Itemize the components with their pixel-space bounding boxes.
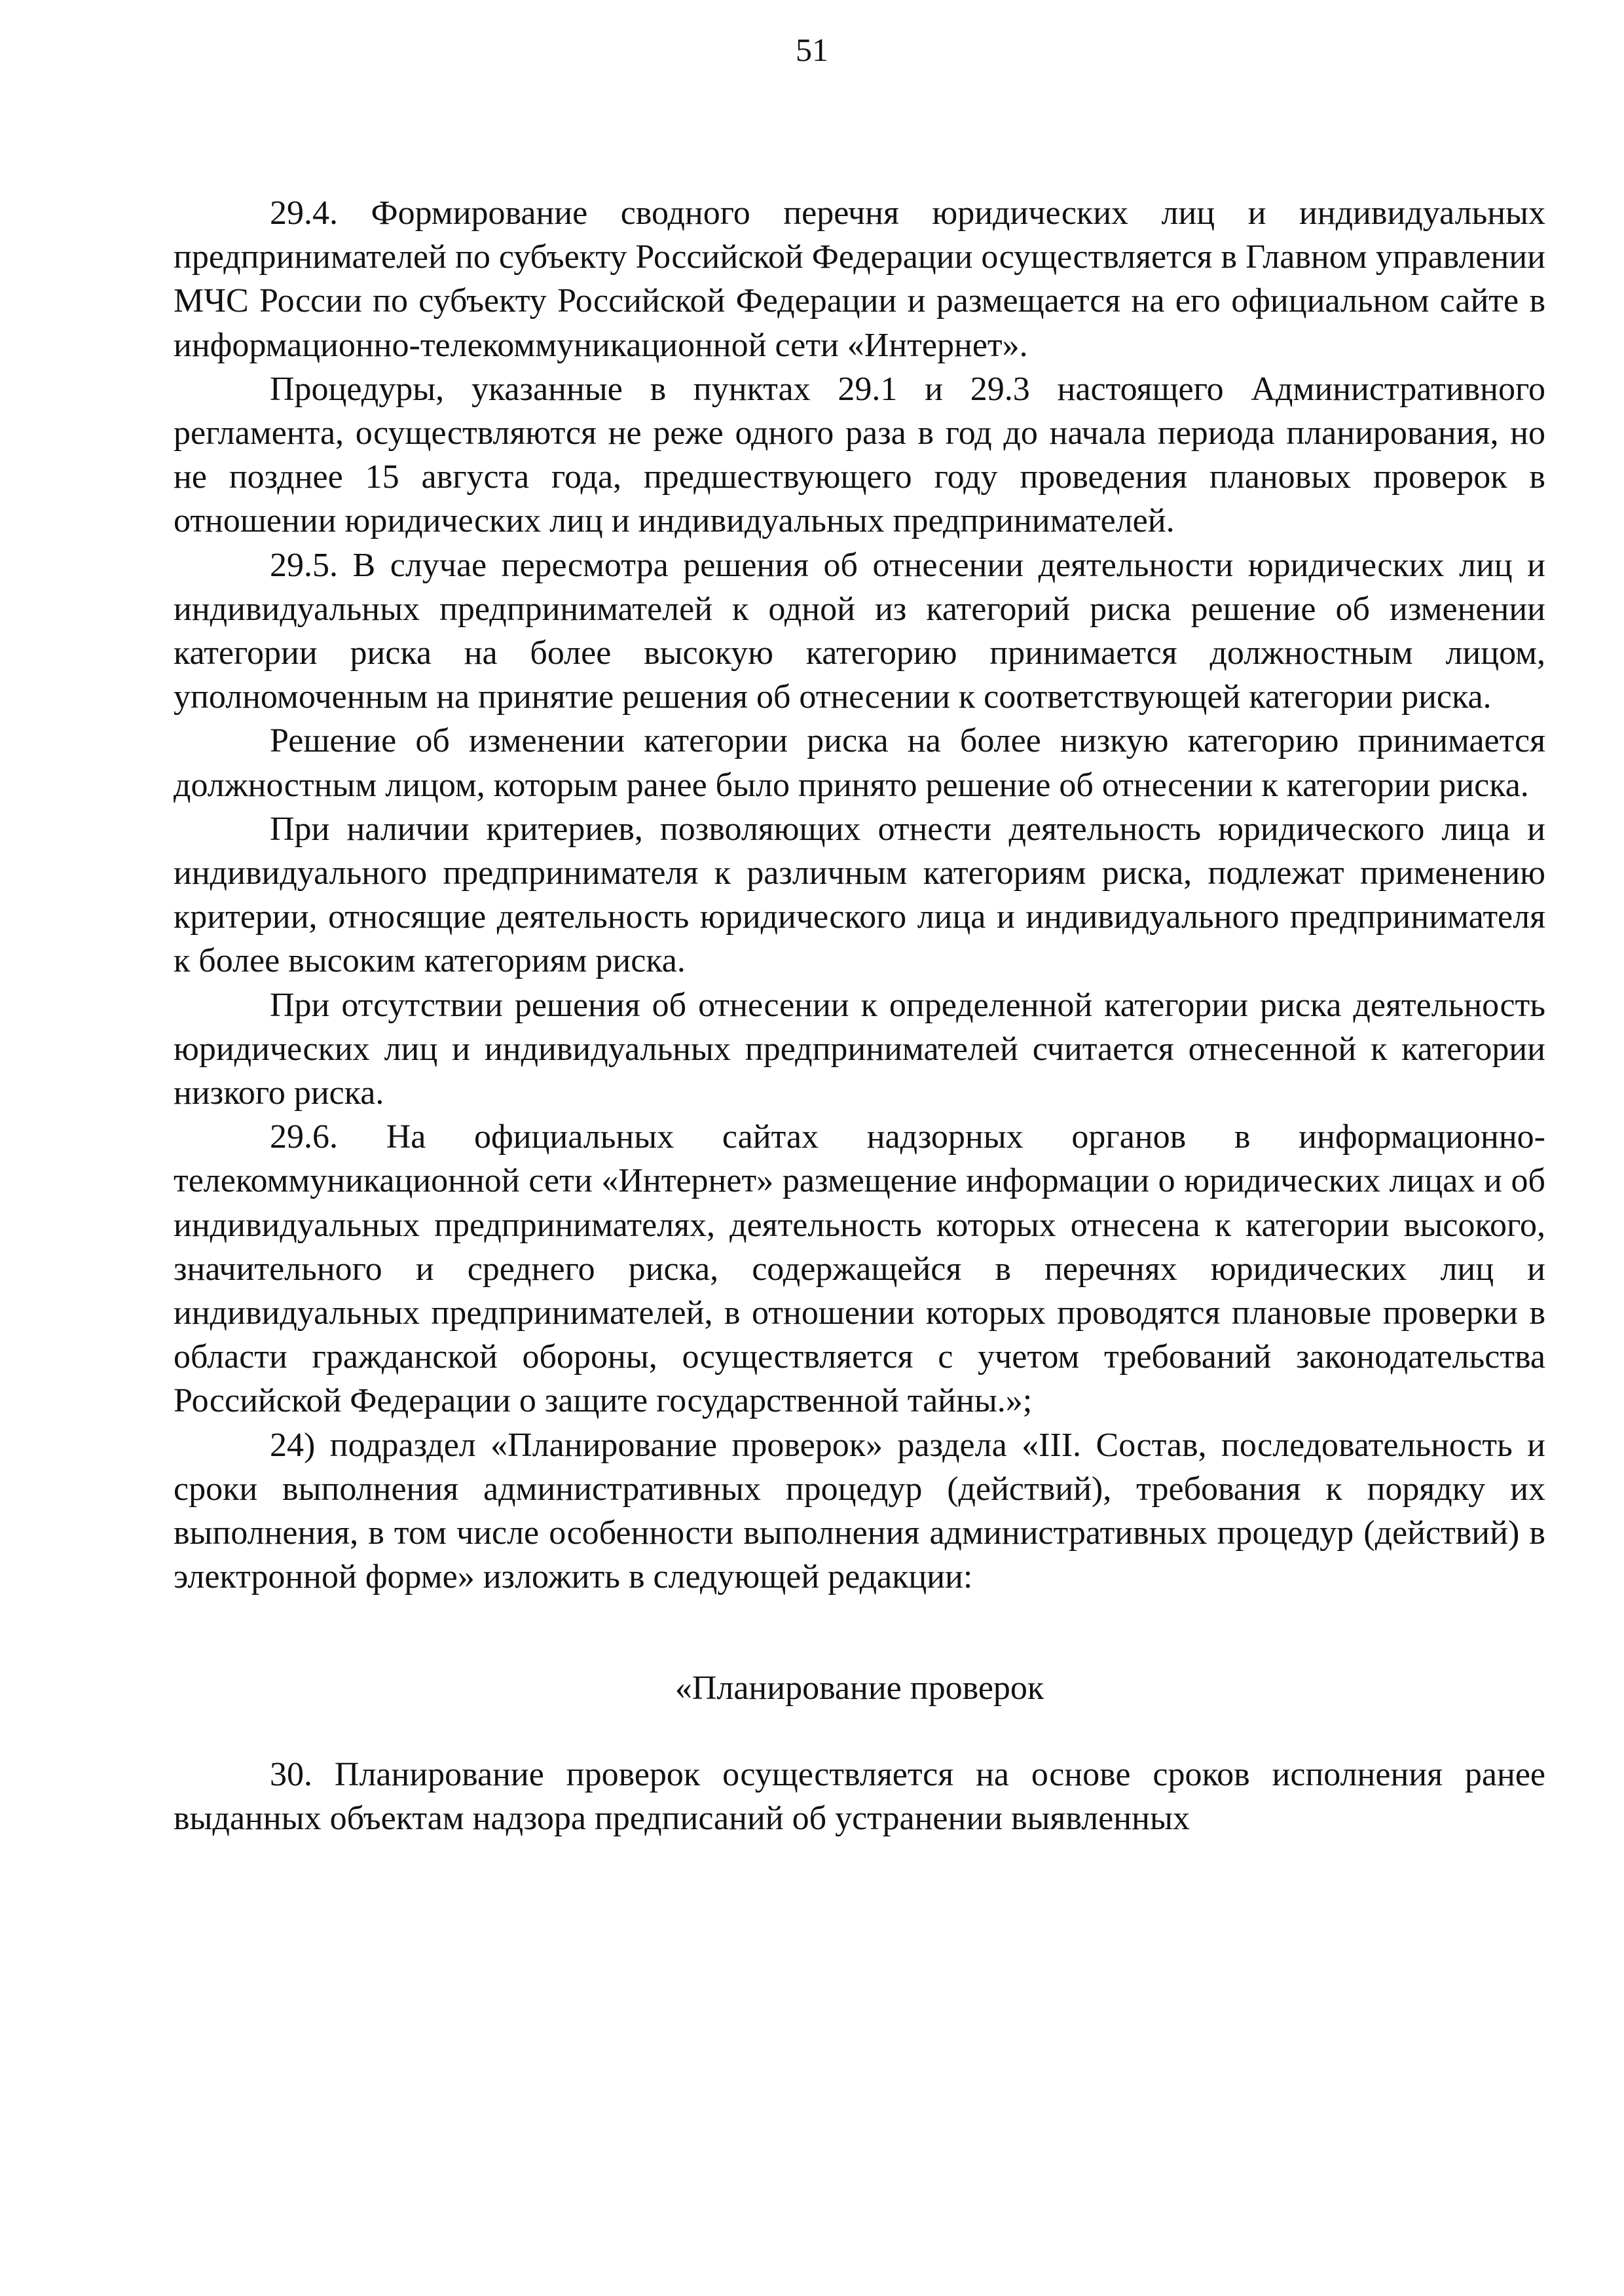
page-number: 51	[796, 31, 828, 68]
paragraph-criteria: При наличии критериев, позволяющих отнести деятельность юридического лица и индивидуального предпринимателя к различным категориям риска, подлежат применению критерии, относящие деятельность юридического лица и индивидуального предпринимателя к более высоким категориям риска.	[174, 810, 1545, 980]
paragraph-29-6: 29.6. На официальных сайтах надзорных органов в информационно-телекоммуникационной сети «Интернет» размещение информации о юридических лицах и об индивидуальных предпринимателях, деятельность которых отнесена к категории высокого, значительного и среднего риска, содержащейся в перечнях юридических лиц и индивидуальных предпринимателей, в отношении которых проводятся плановые проверки в области гражданской обороны, осуществляется с учетом требований законодательства Российской Федерации о защите государственной тайны.»;	[174, 1118, 1545, 1420]
paragraph-29-4: 29.4. Формирование сводного перечня юридических лиц и индивидуальных предпринимателей по субъекту Российской Федерации осуществляется в Главном управлении МЧС России по субъекту Российской Федерации и размещается на его официальном сайте в информационно-телекоммуникационной сети «Интернет».	[174, 194, 1545, 364]
paragraph-30: 30. Планирование проверок осуществляется на основе сроков исполнения ранее выданных объектам надзора предписаний об устранении выявленных	[174, 1755, 1545, 1837]
section-heading: «Планирование проверок	[674, 1669, 1044, 1707]
paragraph-item-24: 24) подраздел «Планирование проверок» раздела «III. Состав, последовательность и сроки выполнения административных процедур (действий), требования к порядку их выполнения, в том числе особенности выполнения административных процедур (действий) в электронной форме» изложить в следующей редакции:	[174, 1426, 1545, 1596]
paragraph-lower-category: Решение об изменении категории риска на более низкую категорию принимается должностным лицом, которым ранее было принято решение об отнесении к категории риска.	[174, 722, 1545, 804]
paragraph-procedures: Процедуры, указанные в пунктах 29.1 и 29.3 настоящего Административного регламента, осуществляются не реже одного раза в год до начала периода планирования, но не позднее 15 августа года, предшествующего году проведения плановых проверок в отношении юридических лиц и индивидуальных предпринимателей.	[174, 370, 1545, 540]
paragraph-29-5: 29.5. В случае пересмотра решения об отнесении деятельности юридических лиц и индивидуальных предпринимателей к одной из категорий риска решение об изменении категории риска на более высокую категорию принимается должностным лицом, уполномоченным на принятие решения об отнесении к соответствующей категории риска.	[174, 546, 1545, 716]
document-body	[174, 191, 1545, 1840]
paragraph-no-decision: При отсутствии решения об отнесении к определенной категории риска деятельность юридических лиц и индивидуальных предпринимателей считается отнесенной к категории низкого риска.	[174, 986, 1545, 1112]
